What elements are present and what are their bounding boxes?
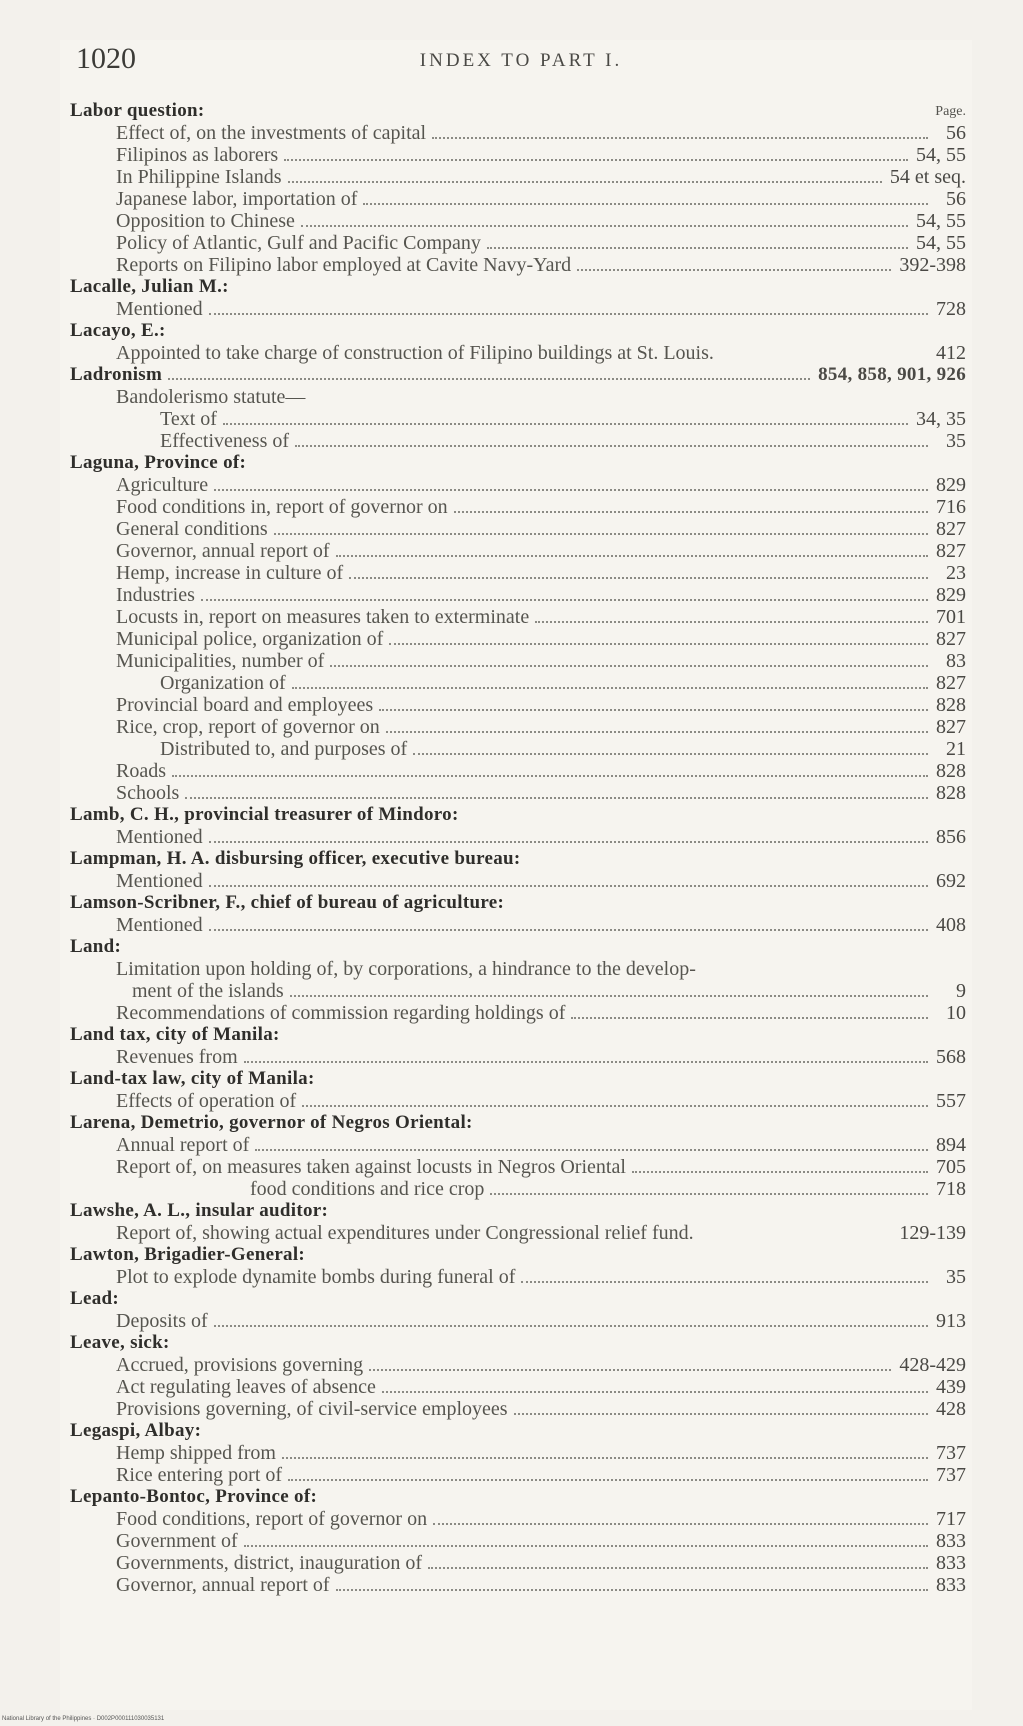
- page-reference: 718: [936, 1178, 966, 1200]
- dot-leader: [282, 1457, 928, 1459]
- page-reference: 828: [936, 782, 966, 804]
- index-entry: [70, 1310, 966, 1332]
- dot-leader: [168, 378, 810, 380]
- dot-leader: [209, 313, 928, 315]
- document-page: [60, 40, 972, 1710]
- entry-text: Lawton, Brigadier-General:: [70, 1244, 306, 1265]
- page-number: 1020: [76, 42, 136, 75]
- index-list: [70, 100, 966, 1596]
- dot-leader: [454, 511, 928, 513]
- dot-leader: [632, 1171, 928, 1173]
- index-entry: [70, 386, 966, 408]
- index-entry: [70, 562, 966, 584]
- index-entry: [70, 166, 966, 188]
- dot-leader: [244, 1061, 928, 1063]
- page-reference: 21: [946, 738, 966, 760]
- index-entry: [70, 540, 966, 562]
- index-heading: [70, 1332, 966, 1354]
- page-reference: 827: [936, 716, 966, 738]
- entry-text: Rice, crop, report of governor on: [116, 716, 380, 738]
- index-entry: [70, 628, 966, 650]
- page-reference: 827: [936, 518, 966, 540]
- entry-text: General conditions: [116, 518, 268, 540]
- page-reference: 9: [956, 980, 966, 1002]
- index-entry: [70, 1178, 966, 1200]
- index-entry: [70, 694, 966, 716]
- page-reference: 54, 55: [916, 210, 966, 232]
- entry-text: Locusts in, report on measures taken to exterminate: [116, 606, 530, 628]
- entry-text: Recommendations of commission regarding holdings of: [116, 1002, 566, 1024]
- entry-text: Lawshe, A. L., insular auditor:: [70, 1200, 329, 1221]
- index-entry: [70, 716, 966, 738]
- dot-leader: [433, 1523, 928, 1525]
- page-reference: 54 et seq.: [889, 166, 966, 188]
- page-header: [76, 42, 966, 82]
- index-heading: [70, 892, 966, 914]
- index-entry: [70, 1266, 966, 1288]
- index-entry: [70, 1222, 966, 1244]
- dot-leader: [428, 1567, 928, 1569]
- entry-text: Annual report of: [116, 1134, 250, 1156]
- index-entry: [70, 1156, 966, 1178]
- entry-text: Mentioned: [116, 826, 203, 848]
- index-entry: [70, 1464, 966, 1486]
- dot-leader: [386, 731, 928, 733]
- footer-credit: National Library of the Philippines · D002P000111030035131: [2, 1716, 165, 1722]
- index-heading: [70, 364, 966, 386]
- page-reference: 828: [936, 760, 966, 782]
- entry-text: Roads: [116, 760, 166, 782]
- index-heading: [70, 804, 966, 826]
- page-reference: 129-139: [899, 1222, 966, 1244]
- index-entry: [70, 342, 966, 364]
- dot-leader: [490, 1193, 928, 1195]
- entry-text: Report of, on measures taken against locusts in Negros Oriental: [116, 1156, 626, 1178]
- entry-text: Effect of, on the investments of capital: [116, 122, 427, 144]
- dot-leader: [382, 1391, 928, 1393]
- page-reference: 829: [936, 474, 966, 496]
- page-reference: 827: [936, 540, 966, 562]
- dot-leader: [295, 445, 928, 447]
- entry-text: Deposits of: [116, 1310, 208, 1332]
- entry-text: Distributed to, and purposes of: [160, 738, 408, 760]
- page-reference: 408: [936, 914, 966, 936]
- index-heading: [70, 1200, 966, 1222]
- dot-leader: [284, 159, 908, 161]
- page-reference: 56: [946, 122, 966, 144]
- page-reference: 692: [936, 870, 966, 892]
- index-entry: [70, 606, 966, 628]
- index-entry: [70, 584, 966, 606]
- index-entry: [70, 1552, 966, 1574]
- entry-text: Provincial board and employees: [116, 694, 374, 716]
- entry-text: Legaspi, Albay:: [70, 1420, 202, 1441]
- entry-text: Municipal police, organization of: [116, 628, 384, 650]
- dot-leader: [201, 599, 928, 601]
- entry-text: Larena, Demetrio, governor of Negros Oriental:: [70, 1112, 473, 1133]
- page-reference: 412: [936, 342, 966, 364]
- dot-leader: [214, 1325, 928, 1327]
- index-entry: [70, 474, 966, 496]
- index-entry: [70, 408, 966, 430]
- dot-leader: [369, 1369, 891, 1371]
- index-heading: [70, 1112, 966, 1134]
- entry-text: Lacalle, Julian M.:: [70, 276, 229, 297]
- page-reference: 54, 55: [916, 144, 966, 166]
- page-reference: 701: [936, 606, 966, 628]
- entry-text: Effectiveness of: [160, 430, 290, 452]
- entry-text: Report of, showing actual expenditures under Congressional relief fund.: [116, 1222, 694, 1244]
- page-reference: 737: [936, 1442, 966, 1464]
- entry-text: Act regulating leaves of absence: [116, 1376, 376, 1398]
- dot-leader: [487, 247, 908, 249]
- index-entry: [70, 738, 966, 760]
- entry-text: Hemp shipped from: [116, 1442, 276, 1464]
- index-entry: [70, 1530, 966, 1552]
- page-reference: 833: [936, 1530, 966, 1552]
- entry-text: Leave, sick:: [70, 1332, 170, 1353]
- index-heading: [70, 1244, 966, 1266]
- index-heading: [70, 452, 966, 474]
- dot-leader: [209, 841, 928, 843]
- page-reference: 35: [946, 1266, 966, 1288]
- index-heading: [70, 1068, 966, 1090]
- index-entry: [70, 1354, 966, 1376]
- page-reference: 913: [936, 1310, 966, 1332]
- entry-text: Text of: [160, 408, 217, 430]
- entry-text: Laguna, Province of:: [70, 452, 247, 473]
- entry-text: In Philippine Islands: [116, 166, 282, 188]
- dot-leader: [288, 181, 882, 183]
- entry-text: Bandolerismo statute—: [116, 386, 306, 408]
- entry-text: Lamb, C. H., provincial treasurer of Mindoro:: [70, 804, 459, 825]
- page-reference: 428: [936, 1398, 966, 1420]
- dot-leader: [521, 1281, 928, 1283]
- dot-leader: [535, 621, 928, 623]
- index-entry: [70, 1134, 966, 1156]
- index-entry: [70, 1376, 966, 1398]
- index-entry: [70, 650, 966, 672]
- dot-leader: [244, 1545, 928, 1547]
- entry-text: Appointed to take charge of construction of Filipino buildings at St. Louis.: [116, 342, 714, 364]
- page-reference: 854, 858, 901, 926: [818, 364, 966, 385]
- index-entry: [70, 826, 966, 848]
- index-heading: [70, 1024, 966, 1046]
- index-entry: [70, 760, 966, 782]
- index-entry: [70, 1090, 966, 1112]
- index-heading: [70, 100, 966, 122]
- index-entry: [70, 210, 966, 232]
- page-reference: 717: [936, 1508, 966, 1530]
- index-entry: [70, 1508, 966, 1530]
- dot-leader: [432, 137, 928, 139]
- dot-leader: [336, 1589, 928, 1591]
- dot-leader: [209, 885, 928, 887]
- entry-text: Governor, annual report of: [116, 540, 330, 562]
- index-heading: [70, 1420, 966, 1442]
- entry-text: Provisions governing, of civil-service employees: [116, 1398, 508, 1420]
- page-reference: 83: [946, 650, 966, 672]
- page-reference: 856: [936, 826, 966, 848]
- page-reference: 392-398: [899, 254, 966, 276]
- entry-text: Industries: [116, 584, 195, 606]
- page-reference: 728: [936, 298, 966, 320]
- index-entry: [70, 782, 966, 804]
- entry-text: Mentioned: [116, 870, 203, 892]
- page-reference: 10: [946, 1002, 966, 1024]
- index-entry: [70, 298, 966, 320]
- entry-text: Lepanto-Bontoc, Province of:: [70, 1486, 318, 1507]
- entry-text: Mentioned: [116, 298, 203, 320]
- running-title: INDEX TO PART I.: [419, 50, 623, 71]
- entry-text: Hemp, increase in culture of: [116, 562, 344, 584]
- dot-leader: [223, 423, 908, 425]
- index-heading: [70, 848, 966, 870]
- entry-text: Government of: [116, 1530, 238, 1552]
- page-reference: 829: [936, 584, 966, 606]
- page-reference: 428-429: [899, 1354, 966, 1376]
- index-entry: [70, 254, 966, 276]
- page-reference: 54, 55: [916, 232, 966, 254]
- entry-text: Opposition to Chinese: [116, 210, 295, 232]
- entry-text: Food conditions in, report of governor on: [116, 496, 448, 518]
- page-reference: 828: [936, 694, 966, 716]
- page-reference: 737: [936, 1464, 966, 1486]
- entry-text: Organization of: [160, 672, 286, 694]
- dot-leader: [389, 643, 928, 645]
- dot-leader: [349, 577, 928, 579]
- entry-text: Lampman, H. A. disbursing officer, executive bureau:: [70, 848, 521, 869]
- entry-text: ment of the islands: [132, 980, 284, 1002]
- page-reference: 568: [936, 1046, 966, 1068]
- dot-leader: [290, 995, 928, 997]
- page-reference: 833: [936, 1574, 966, 1596]
- index-entry: [70, 1398, 966, 1420]
- index-entry: [70, 870, 966, 892]
- page-reference: 827: [936, 672, 966, 694]
- dot-leader: [514, 1413, 928, 1415]
- entry-text: Municipalities, number of: [116, 650, 325, 672]
- page-reference: 35: [946, 430, 966, 452]
- index-entry: [70, 1574, 966, 1596]
- index-entry: [70, 980, 966, 1002]
- entry-text: Lamson-Scribner, F., chief of bureau of agriculture:: [70, 892, 505, 913]
- entry-text: Labor question:: [70, 100, 205, 121]
- page-reference: 56: [946, 188, 966, 210]
- entry-text: Plot to explode dynamite bombs during funeral of: [116, 1266, 516, 1288]
- entry-text: Schools: [116, 782, 180, 804]
- index-entry: [70, 914, 966, 936]
- dot-leader: [209, 929, 928, 931]
- dot-leader: [185, 797, 928, 799]
- entry-text: Food conditions, report of governor on: [116, 1508, 428, 1530]
- index-entry: [70, 122, 966, 144]
- entry-text: Policy of Atlantic, Gulf and Pacific Company: [116, 232, 481, 254]
- entry-text: Effects of operation of: [116, 1090, 297, 1112]
- entry-text: Land tax, city of Manila:: [70, 1024, 280, 1045]
- index-entry: [70, 1002, 966, 1024]
- entry-text: food conditions and rice crop: [250, 1178, 485, 1200]
- dot-leader: [302, 1105, 928, 1107]
- index-heading: [70, 320, 966, 342]
- dot-leader: [336, 555, 928, 557]
- page-reference: 34, 35: [916, 408, 966, 430]
- index-entry: [70, 1046, 966, 1068]
- entry-text: Limitation upon holding of, by corporations, a hindrance to the develop-: [116, 958, 696, 980]
- entry-text: Lacayo, E.:: [70, 320, 166, 341]
- entry-text: Mentioned: [116, 914, 203, 936]
- dot-leader: [292, 687, 928, 689]
- index-entry: [70, 1442, 966, 1464]
- entry-text: Accrued, provisions governing: [116, 1354, 364, 1376]
- index-heading: [70, 936, 966, 958]
- dot-leader: [577, 269, 891, 271]
- dot-leader: [255, 1149, 928, 1151]
- dot-leader: [172, 775, 928, 777]
- dot-leader: [571, 1017, 928, 1019]
- entry-text: Reports on Filipino labor employed at Cavite Navy-Yard: [116, 254, 572, 276]
- index-entry: [70, 188, 966, 210]
- index-heading: [70, 276, 966, 298]
- dot-leader: [363, 203, 928, 205]
- page-reference: 439: [936, 1376, 966, 1398]
- index-entry: [70, 518, 966, 540]
- entry-text: Land-tax law, city of Manila:: [70, 1068, 315, 1089]
- page-reference: 894: [936, 1134, 966, 1156]
- page-reference: 827: [936, 628, 966, 650]
- dot-leader: [288, 1479, 928, 1481]
- page-reference: 557: [936, 1090, 966, 1112]
- index-heading: [70, 1486, 966, 1508]
- page-reference: 705: [936, 1156, 966, 1178]
- entry-text: Filipinos as laborers: [116, 144, 279, 166]
- entry-text: Lead:: [70, 1288, 119, 1309]
- entry-text: Rice entering port of: [116, 1464, 283, 1486]
- index-entry: [70, 430, 966, 452]
- entry-text: Governments, district, inauguration of: [116, 1552, 423, 1574]
- page-reference: 23: [946, 562, 966, 584]
- index-entry: [70, 672, 966, 694]
- entry-text: Agriculture: [116, 474, 209, 496]
- index-heading: [70, 1288, 966, 1310]
- dot-leader: [274, 533, 928, 535]
- dot-leader: [301, 225, 908, 227]
- entry-text: Governor, annual report of: [116, 1574, 330, 1596]
- index-entry: [70, 232, 966, 254]
- index-entry: [70, 144, 966, 166]
- page-reference: 833: [936, 1552, 966, 1574]
- entry-text: Japanese labor, importation of: [116, 188, 358, 210]
- entry-text: Land:: [70, 936, 122, 957]
- index-entry: [70, 958, 966, 980]
- page-column-label: Page.: [935, 104, 966, 119]
- entry-text: Revenues from: [116, 1046, 238, 1068]
- dot-leader: [330, 665, 928, 667]
- dot-leader: [379, 709, 928, 711]
- dot-leader: [214, 489, 928, 491]
- dot-leader: [413, 753, 928, 755]
- index-entry: [70, 496, 966, 518]
- entry-text: Ladronism: [70, 364, 163, 385]
- page-reference: 716: [936, 496, 966, 518]
